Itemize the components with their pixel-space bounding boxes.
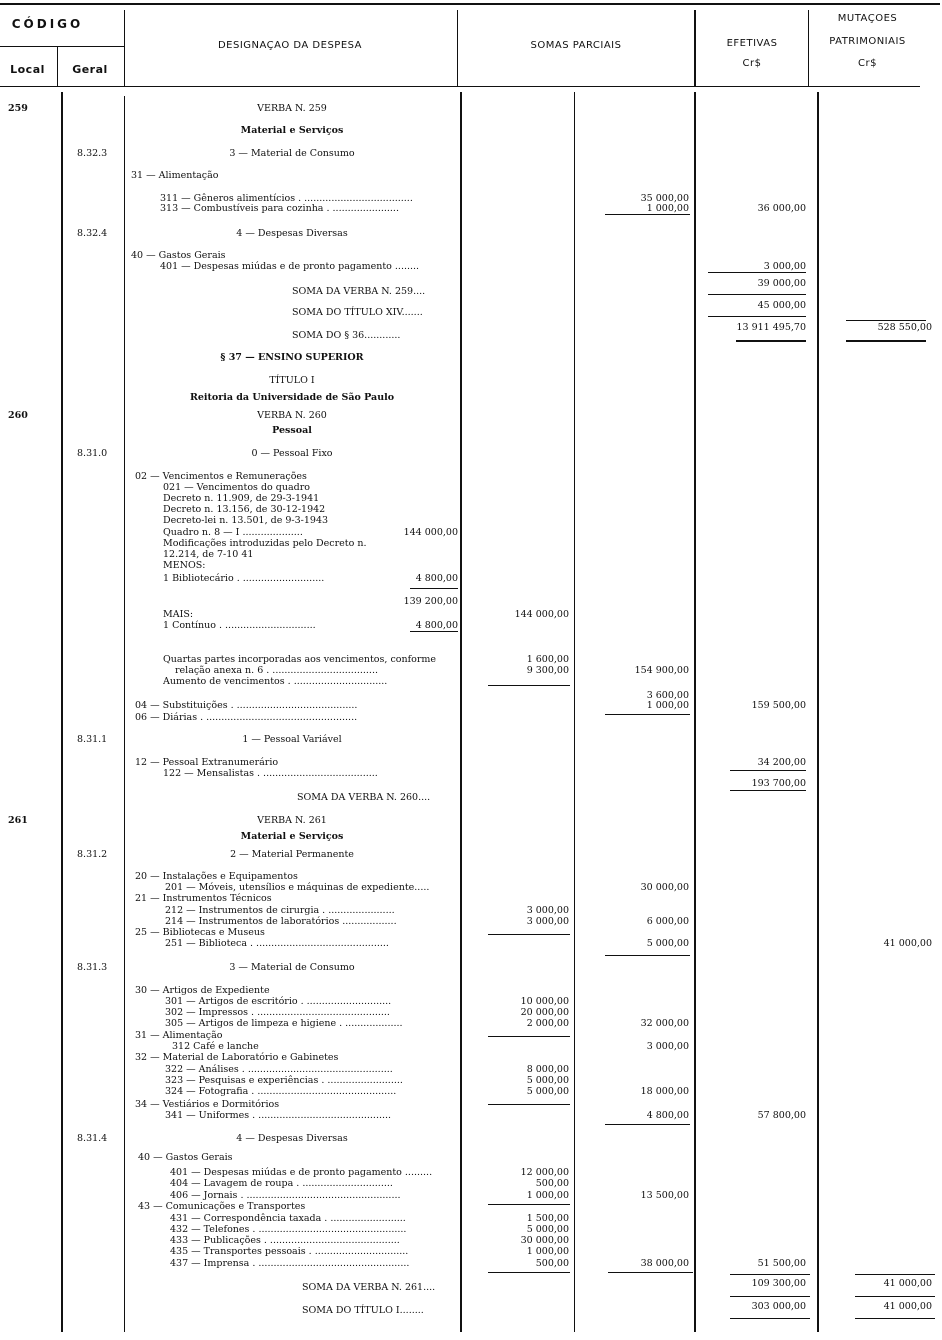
sum-rule — [488, 1104, 570, 1105]
amount-c2: 18 000,00 — [640, 1086, 689, 1097]
amount-c4: 41 000,00 — [883, 1301, 932, 1312]
expense-description: Quartas partes incorporadas aos vencimentos, conforme — [163, 654, 437, 665]
section-heading: 2 — Material Permanente — [230, 849, 354, 860]
header-divider — [694, 10, 696, 86]
sum-rule — [736, 340, 806, 342]
expense-description: Decreto n. 11.909, de 29-3-1941 — [163, 493, 320, 504]
header-somas-parciais: SOMAS PARCIAIS — [530, 40, 622, 51]
amount-c1: 1 000,00 — [526, 1190, 569, 1201]
section-heading: 4 — Despesas Diversas — [236, 228, 348, 239]
amount-c3: 159 500,00 — [751, 700, 806, 711]
amount-c2: 1 000,00 — [646, 700, 689, 711]
geral-code: 8.31.0 — [77, 448, 108, 459]
section-heading: Material e Serviços — [240, 831, 344, 842]
expense-description: 021 — Vencimentos do quadro — [163, 482, 310, 493]
expense-description: 312 Café e lanche — [172, 1041, 259, 1052]
amount-c1: 12 000,00 — [520, 1167, 569, 1178]
expense-description: 406 — Jornais . ................................................... — [170, 1190, 401, 1201]
expense-description: 431 — Correspondência taxada . ......................... — [170, 1213, 406, 1224]
expense-description: Modificações introduzidas pelo Decreto n. — [163, 538, 367, 549]
column-line — [124, 96, 125, 1332]
header-codigo: CÓDIGO — [11, 17, 84, 31]
expense-description: 40 — Gastos Gerais — [138, 1152, 233, 1163]
section-heading: § 37 — ENSINO SUPERIOR — [220, 352, 364, 363]
sum-rule — [708, 294, 806, 295]
amount-c2: 4 800,00 — [646, 1110, 689, 1121]
amount-c1: 30 000,00 — [520, 1235, 569, 1246]
expense-description: 25 — Bibliotecas e Museus — [135, 927, 265, 938]
expense-description: 401 — Despesas miúdas e de pronto pagamento ......... — [170, 1167, 433, 1178]
expense-description: 43 — Comunicações e Transportes — [138, 1201, 306, 1212]
amount-c1: 500,00 — [535, 1178, 569, 1189]
sum-rule — [730, 790, 806, 791]
column-line — [460, 92, 462, 1332]
amount-c2: 5 000,00 — [646, 938, 689, 949]
amount-c1: 8 000,00 — [526, 1064, 569, 1075]
sum-rule — [608, 1272, 693, 1273]
expense-description: 301 — Artigos de escritório . ............................ — [165, 996, 392, 1007]
geral-code: 8.32.3 — [77, 148, 108, 159]
sum-rule — [605, 1124, 690, 1125]
amount-c1: 1 500,00 — [526, 1213, 569, 1224]
amount-c2: 1 000,00 — [646, 203, 689, 214]
amount-c1: 10 000,00 — [520, 996, 569, 1007]
sum-rule — [488, 1272, 570, 1273]
sum-rule — [730, 1274, 810, 1275]
expense-description: 06 — Diárias . .................................................. — [135, 712, 358, 723]
sum-label: SOMA DA VERBA N. 261.... — [302, 1282, 436, 1293]
header-geral: Geral — [72, 63, 108, 76]
amount-c4: 528 550,00 — [877, 322, 932, 333]
sum-rule — [708, 316, 806, 317]
expense-description: 341 — Uniformes . ............................................ — [165, 1110, 392, 1121]
expense-description: 313 — Combustíveis para cozinha . ...................... — [160, 203, 399, 214]
amount-c3: 34 200,00 — [757, 757, 806, 768]
expense-description: 02 — Vencimentos e Remunerações — [135, 471, 307, 482]
header-mutacoes-unit: Cr$ — [858, 58, 877, 69]
geral-code: 8.31.4 — [77, 1133, 108, 1144]
expense-description: 212 — Instrumentos de cirurgia . ...................... — [165, 905, 395, 916]
amount-c2: 30 000,00 — [640, 882, 689, 893]
expense-description: 302 — Impressos . ............................................ — [165, 1007, 390, 1018]
amount-c1: 2 000,00 — [526, 1018, 569, 1029]
expense-description: 12 — Pessoal Extranumerário — [135, 757, 279, 768]
expense-description: relação anexa n. 6 . ................................... — [175, 665, 378, 676]
expense-description: 12.214, de 7-10 41 — [163, 549, 254, 560]
header-mutacoes: MUTAÇOES — [837, 13, 898, 24]
section-heading: Reitoria da Universidade de São Paulo — [189, 392, 395, 403]
geral-code: 8.32.4 — [77, 228, 108, 239]
header-divider — [808, 10, 809, 86]
sum-rule — [488, 1036, 570, 1037]
expense-description: 04 — Substituições . ........................................ — [135, 700, 358, 711]
amount-c2: 13 500,00 — [640, 1190, 689, 1201]
amount-c0: 4 800,00 — [415, 620, 458, 631]
amount-c3: 36 000,00 — [757, 203, 806, 214]
expense-description: 122 — Mensalistas . ...................................... — [163, 768, 378, 779]
sum-rule — [488, 934, 570, 935]
sum-rule — [605, 714, 690, 715]
amount-c3: 3 000,00 — [763, 261, 806, 272]
expense-description: 21 — Instrumentos Técnicos — [135, 893, 272, 904]
sum-rule — [605, 955, 690, 956]
column-line — [61, 92, 63, 1332]
amount-c2: 3 000,00 — [646, 1041, 689, 1052]
sum-rule — [846, 340, 926, 342]
expense-description: 433 — Publicações . ........................................... — [170, 1235, 400, 1246]
sum-rule — [855, 1274, 935, 1275]
expense-description: 437 — Imprensa . .................................................. — [170, 1258, 410, 1269]
expense-description: 311 — Gêneros alimentícios . .................................... — [160, 193, 413, 204]
section-heading: Pessoal — [272, 425, 312, 436]
section-heading: 3 — Material de Consumo — [229, 148, 355, 159]
amount-c0: 139 200,00 — [403, 596, 458, 607]
local-code: 261 — [8, 815, 28, 826]
sum-rule — [605, 214, 690, 215]
amount-c1: 1 000,00 — [526, 1246, 569, 1257]
sum-rule — [488, 685, 570, 686]
amount-c1: 5 000,00 — [526, 1075, 569, 1086]
expense-description: 20 — Instalações e Equipamentos — [135, 871, 298, 882]
expense-description: 401 — Despesas miúdas e de pronto pagamento ........ — [160, 261, 420, 272]
section-heading: 4 — Despesas Diversas — [236, 1133, 348, 1144]
sum-label: SOMA DO § 36............ — [292, 330, 401, 341]
sum-rule — [410, 588, 458, 589]
sum-rule — [730, 770, 806, 771]
expense-description: 40 — Gastos Gerais — [131, 250, 226, 261]
expense-description: 31 — Alimentação — [135, 1030, 223, 1041]
geral-code: 8.31.1 — [77, 734, 108, 745]
expense-description: MAIS: — [163, 609, 194, 620]
expense-description: Aumento de vencimentos . ............................... — [163, 676, 388, 687]
expense-description: Decreto-lei n. 13.501, de 9-3-1943 — [163, 515, 329, 526]
sum-label: SOMA DO TÍTULO XIV....... — [292, 307, 423, 318]
amount-c3: 57 800,00 — [757, 1110, 806, 1121]
header-local: Local — [10, 63, 45, 76]
amount-c3: 109 300,00 — [751, 1278, 806, 1289]
local-code: 259 — [8, 103, 28, 114]
section-heading: 1 — Pessoal Variável — [242, 734, 342, 745]
section-heading: VERBA N. 259 — [257, 103, 327, 114]
expense-description: 1 Contínuo . .............................. — [163, 620, 316, 631]
amount-c0: 4 800,00 — [415, 573, 458, 584]
section-heading: VERBA N. 260 — [257, 410, 327, 421]
amount-c3: 39 000,00 — [757, 278, 806, 289]
section-heading: 3 — Material de Consumo — [229, 962, 355, 973]
header-efetivas: EFETIVAS — [726, 38, 778, 49]
expense-description: 305 — Artigos de limpeza e higiene . ................... — [165, 1018, 403, 1029]
header-designacao: DESIGNAÇAO DA DESPESA — [217, 40, 363, 51]
local-code: 260 — [8, 410, 28, 421]
expense-description: 1 Bibliotecário . ........................... — [163, 573, 325, 584]
amount-c2: 6 000,00 — [646, 916, 689, 927]
amount-c1: 1 600,00 — [526, 654, 569, 665]
sum-rule — [488, 1204, 570, 1205]
expense-description: 214 — Instrumentos de laboratórios .................. — [165, 916, 397, 927]
amount-c0: 144 000,00 — [403, 527, 458, 538]
expense-description: 34 — Vestiários e Dormitórios — [135, 1099, 280, 1110]
sum-rule — [855, 1318, 935, 1319]
expense-description: 32 — Material de Laboratório e Gabinetes — [135, 1052, 339, 1063]
amount-c3: 51 500,00 — [757, 1258, 806, 1269]
header-bottom-rule — [0, 86, 920, 87]
geral-code: 8.31.3 — [77, 962, 108, 973]
header-efetivas-unit: Cr$ — [742, 58, 762, 69]
header-patrimoniais: PATRIMONIAIS — [829, 36, 906, 47]
expense-description: 30 — Artigos de Expediente — [135, 985, 270, 996]
section-heading: TÍTULO I — [269, 375, 315, 386]
expense-description: 201 — Móveis, utensílios e máquinas de expediente..... — [165, 882, 430, 893]
sum-label: SOMA DA VERBA N. 260.... — [297, 792, 431, 803]
expense-description: 435 — Transportes pessoais . ............................... — [170, 1246, 409, 1257]
sum-rule — [730, 1296, 810, 1297]
amount-c4: 41 000,00 — [883, 1278, 932, 1289]
amount-c2: 32 000,00 — [640, 1018, 689, 1029]
amount-c2: 3 600,00 — [646, 690, 689, 701]
codigo-split-rule — [0, 46, 124, 47]
header-top-rule — [0, 3, 940, 5]
amount-c2: 38 000,00 — [640, 1258, 689, 1269]
amount-c3: 45 000,00 — [757, 300, 806, 311]
sum-rule — [846, 320, 926, 321]
amount-c2: 154 900,00 — [634, 665, 689, 676]
expense-description: 323 — Pesquisas e experiências . ......................... — [165, 1075, 403, 1086]
amount-c3: 193 700,00 — [751, 778, 806, 789]
section-heading: VERBA N. 261 — [257, 815, 327, 826]
amount-c4: 41 000,00 — [883, 938, 932, 949]
amount-c2: 35 000,00 — [640, 193, 689, 204]
expense-description: 404 — Lavagem de roupa . .............................. — [170, 1178, 393, 1189]
amount-c1: 5 000,00 — [526, 1224, 569, 1235]
sum-rule — [730, 1318, 810, 1319]
expense-description: Decreto n. 13.156, de 30-12-1942 — [163, 504, 326, 515]
amount-c3: 13 911 495,70 — [736, 322, 806, 333]
header-divider — [457, 10, 458, 86]
sum-label: SOMA DA VERBA N. 259.... — [292, 286, 426, 297]
amount-c1: 3 000,00 — [526, 905, 569, 916]
expense-description: 251 — Biblioteca . ............................................ — [165, 938, 389, 949]
expense-description: 31 — Alimentação — [131, 170, 219, 181]
expense-description: 432 — Telefones . ................................................. — [170, 1224, 407, 1235]
amount-c1: 20 000,00 — [520, 1007, 569, 1018]
expense-description: MENOS: — [163, 560, 206, 571]
amount-c1: 3 000,00 — [526, 916, 569, 927]
amount-c1: 500,00 — [535, 1258, 569, 1269]
amount-c1: 5 000,00 — [526, 1086, 569, 1097]
expense-description: Quadro n. 8 — I .................... — [163, 527, 303, 538]
amount-c3: 303 000,00 — [751, 1301, 806, 1312]
amount-c1: 9 300,00 — [526, 665, 569, 676]
column-line — [817, 92, 819, 1332]
sum-rule — [410, 631, 458, 632]
sum-label: SOMA DO TÍTULO I........ — [302, 1305, 424, 1316]
section-heading: 0 — Pessoal Fixo — [251, 448, 333, 459]
sum-rule — [855, 1296, 935, 1297]
expense-description: 324 — Fotografia . .............................................. — [165, 1086, 397, 1097]
expense-description: 322 — Análises . ................................................ — [165, 1064, 393, 1075]
geral-code: 8.31.2 — [77, 849, 108, 860]
amount-c1: 144 000,00 — [514, 609, 569, 620]
section-heading: Material e Serviços — [240, 125, 344, 136]
column-line — [574, 92, 575, 1332]
sum-rule — [708, 272, 806, 273]
